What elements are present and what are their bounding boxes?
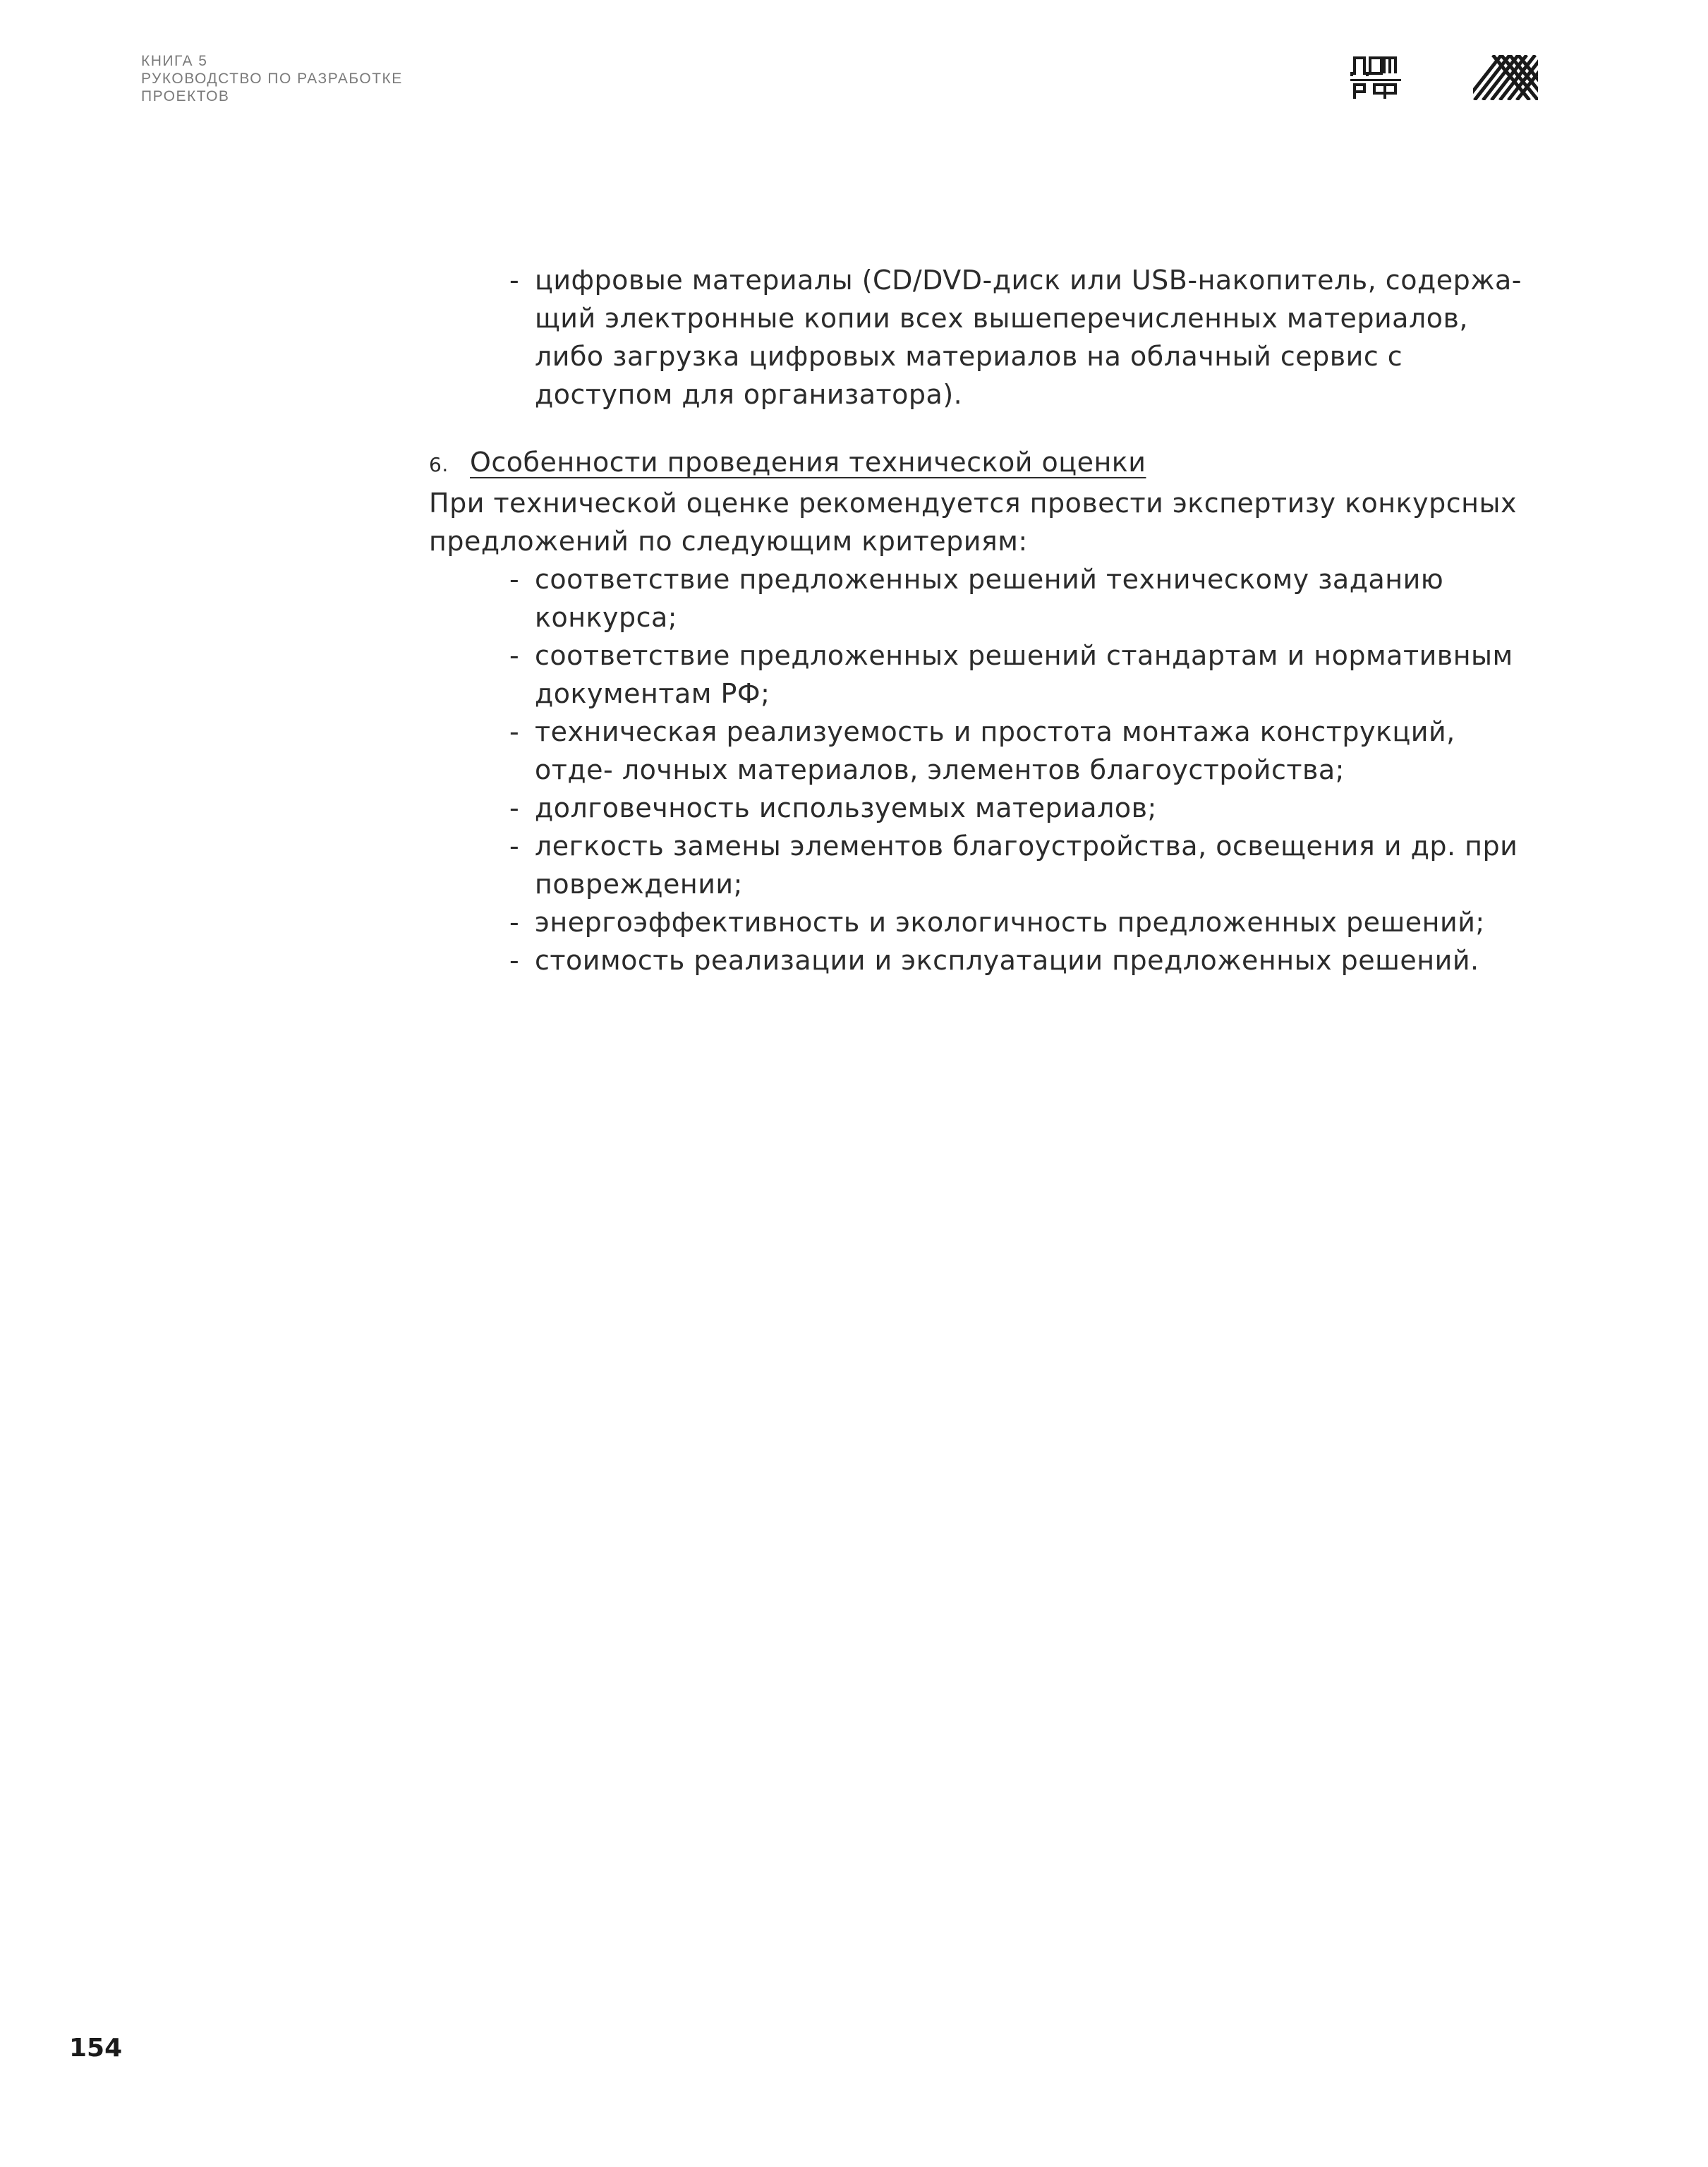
list-item-text: соответствие предложенных решений техническому заданию конкурса; [535, 564, 1444, 633]
bullet-dash: - [509, 265, 520, 296]
list-item [509, 941, 1530, 979]
bullet-dash: - [509, 792, 520, 823]
section-title: Особенности проведения технической оценки [470, 447, 1146, 478]
header-title: РУКОВОДСТВО ПО РАЗРАБОТКЕ [141, 71, 403, 87]
intro-list [429, 261, 1530, 414]
brand-pattern-logo [1473, 55, 1538, 100]
bullet-dash: - [509, 564, 520, 595]
criteria-list [429, 560, 1530, 979]
section-intro: При технической оценке рекомендуется провести экспертизу конкурсных предложений по следующим критериям: [429, 488, 1517, 557]
dom-rf-logo [1349, 55, 1405, 102]
list-item-text: стоимость реализации и эксплуатации предложенных решений. [535, 945, 1479, 976]
list-item [509, 636, 1530, 713]
list-item [509, 789, 1530, 827]
list-item-text: соответствие предложенных решений стандартам и нормативным документам РФ; [535, 640, 1513, 709]
page-number: 154 [69, 2034, 123, 2063]
list-item [509, 261, 1530, 414]
bullet-dash: - [509, 716, 520, 747]
section-heading [429, 443, 1530, 484]
list-item [509, 713, 1530, 789]
bullet-dash: - [509, 640, 520, 671]
bullet-dash: - [509, 907, 520, 938]
list-item-text: техническая реализуемость и простота монтажа конструкций, отде- лочных материалов, элементов благоустройства; [535, 716, 1455, 785]
document-body [429, 261, 1530, 979]
list-item-text: легкость замены элементов благоустройства, освещения и др. при повреждении; [535, 831, 1518, 900]
bullet-dash: - [509, 945, 520, 976]
list-item-text: долговечность используемых материалов; [535, 792, 1157, 823]
list-item-text: энергоэффективность и экологичность предложенных решений; [535, 907, 1485, 938]
list-item [509, 903, 1530, 941]
list-item [509, 827, 1530, 903]
header-subtitle: ПРОЕКТОВ [141, 88, 230, 104]
running-header [141, 52, 403, 105]
section-number: 6. [429, 453, 449, 476]
bullet-dash: - [509, 831, 520, 862]
header-book: КНИГА 5 [141, 53, 208, 69]
list-item [509, 560, 1530, 636]
list-item-text: цифровые материалы (CD/DVD-диск или USB-накопитель, содержа- щий электронные копии всех вышеперечисленных материалов, либо загрузка цифровых материалов на облачный сервис с доступом для организатора). [535, 265, 1522, 410]
